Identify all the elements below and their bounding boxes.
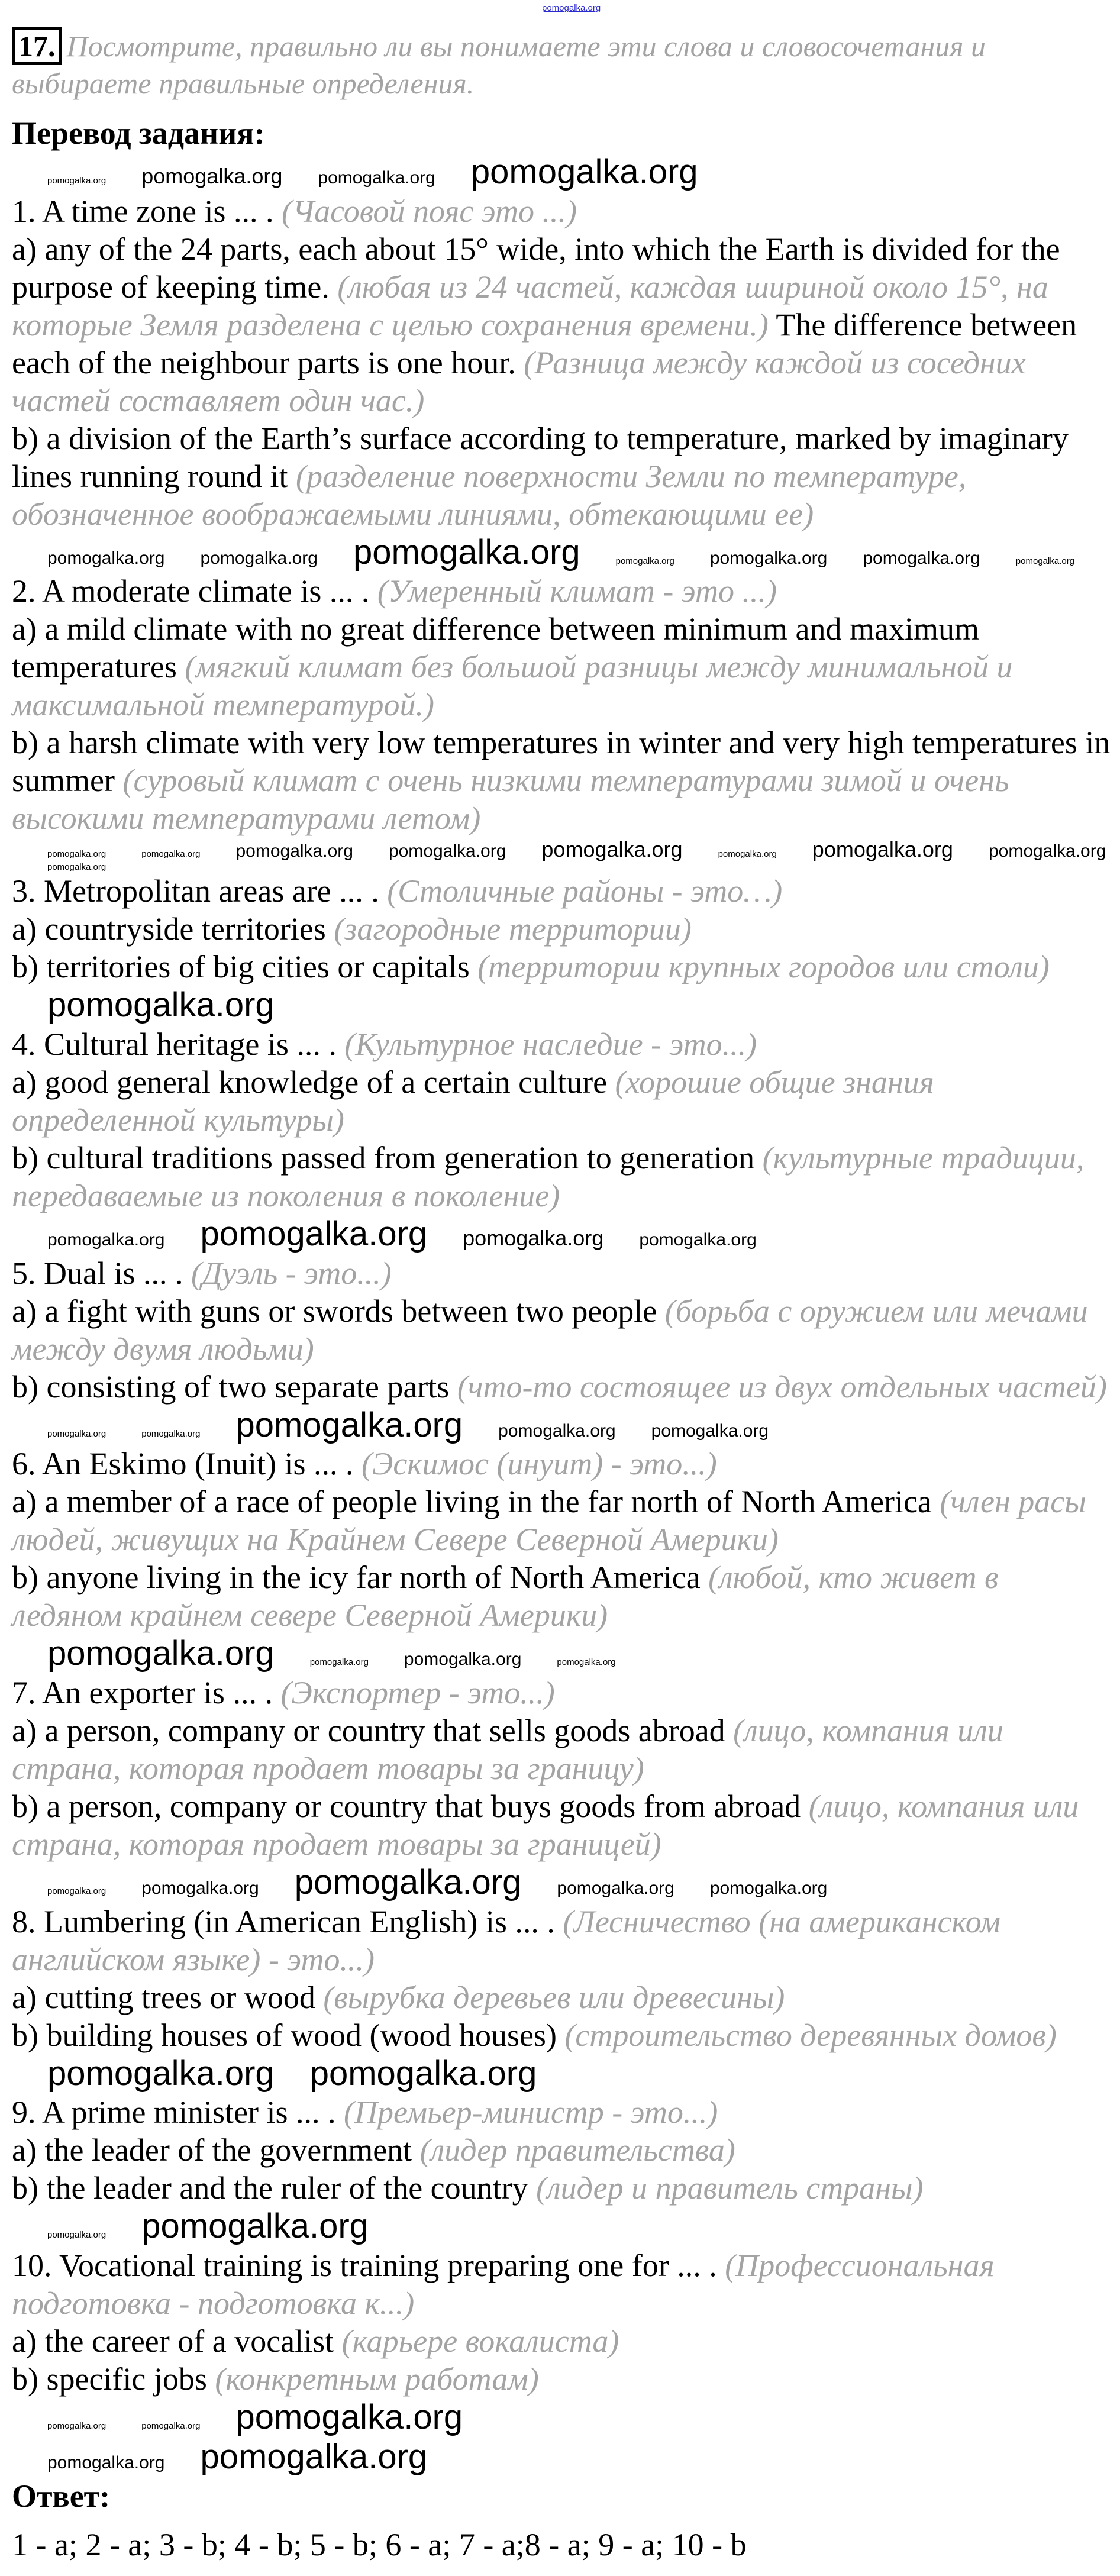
watermark-text: pomogalka.org <box>47 2230 106 2241</box>
watermark-row <box>12 533 1115 573</box>
watermark-text: pomogalka.org <box>200 2437 428 2476</box>
option-line <box>12 1787 1115 1863</box>
option-line <box>12 1063 1115 1139</box>
option-translation: (лидер и правитель страны) <box>536 2170 924 2206</box>
option-text: a harsh climate with very low temperatures in winter and very high temperatures in summer <box>12 725 1111 799</box>
option-label: b) <box>12 420 38 456</box>
option-text: good general knowledge of a certain culture <box>44 1064 608 1100</box>
question-text: 9. A prime minister is ... . <box>12 2094 336 2130</box>
question-text: 7. An exporter is ... . <box>12 1674 273 1710</box>
option-text: the leader and the ruler of the country <box>46 2170 528 2206</box>
question-line <box>12 1445 1115 1483</box>
option-line <box>12 724 1115 837</box>
watermark-text: pomogalka.org <box>47 986 275 1025</box>
question-line <box>12 872 1115 910</box>
option-translation: (территории крупных городов или столи) <box>477 949 1050 985</box>
watermark-text: pomogalka.org <box>141 1878 259 1898</box>
question-text: 3. Metropolitan areas are ... . <box>12 873 379 909</box>
option-translation: (мягкий климат без большой разницы между минимальной и максимальной температурой.) <box>12 649 1013 723</box>
watermark-row <box>12 1863 1115 1903</box>
option-line <box>12 1558 1115 1634</box>
option-label: b) <box>12 725 38 761</box>
watermark-text: pomogalka.org <box>812 837 953 862</box>
option-translation: (любой, кто живет в ледяном крайнем севере Северной Америки) <box>12 1560 999 1634</box>
watermark-text: pomogalka.org <box>498 1421 616 1441</box>
option-translation: (лицо, компания или страна, которая продает товары за границу) <box>12 1712 1003 1786</box>
watermark-text: pomogalka.org <box>47 548 165 568</box>
watermark-text: pomogalka.org <box>463 1225 604 1250</box>
option-label: a) <box>12 1979 37 2015</box>
option-label: a) <box>12 911 37 947</box>
option-label: a) <box>12 231 37 267</box>
question-text: 4. Cultural heritage is ... . <box>12 1026 337 1062</box>
question-text: 1. A time zone is ... . <box>12 193 274 229</box>
option-line <box>12 610 1115 724</box>
option-text: territories of big cities or capitals <box>46 949 470 985</box>
question-translation: (Эскимос (инуит) - это...) <box>362 1446 717 1482</box>
option-text: the leader of the government <box>44 2132 412 2168</box>
option-label: b) <box>12 949 38 985</box>
watermark-text: pomogalka.org <box>557 1878 674 1898</box>
option-text: a division of the Earth’s surface according to temperature, marked by imaginary lines running round it <box>12 420 1069 494</box>
watermark-text: pomogalka.org <box>47 861 106 872</box>
watermark-text: pomogalka.org <box>47 1886 106 1896</box>
watermark-text: pomogalka.org <box>470 153 698 191</box>
option-line <box>12 1712 1115 1787</box>
option-line <box>12 2016 1115 2054</box>
option-translation: (член расы людей, живущих на Крайнем Севере Северной Америки) <box>12 1484 1086 1558</box>
exercise-header <box>12 27 1106 102</box>
option-text: cultural traditions passed from generation to generation <box>46 1139 755 1176</box>
option-text: a person, company or country that buys goods from abroad <box>46 1788 801 1824</box>
option-translation: (вырубка деревьев или древесины) <box>323 1979 785 2015</box>
exercise-number: 17. <box>12 27 62 65</box>
option-label: a) <box>12 2323 37 2359</box>
option-text: The difference between each of the neighbour parts is one hour. <box>12 306 1077 380</box>
exercise-instruction: Посмотрите, правильно ли вы понимаете эти слова и словосочетания и выбираете правильные определения. <box>12 30 986 100</box>
option-text: a fight with guns or swords between two people <box>44 1293 657 1329</box>
option-line <box>12 1978 1115 2016</box>
watermark-text: pomogalka.org <box>235 841 353 861</box>
watermark-text: pomogalka.org <box>47 176 106 186</box>
watermark-text: pomogalka.org <box>47 849 106 860</box>
watermark-text: pomogalka.org <box>1015 556 1075 566</box>
option-text: countryside territories <box>44 911 326 947</box>
option-line <box>12 2322 1115 2360</box>
option-label: a) <box>12 2132 37 2168</box>
option-text: specific jobs <box>46 2361 207 2397</box>
watermark-text: pomogalka.org <box>651 1421 769 1441</box>
option-line <box>12 910 1115 948</box>
watermark-text: pomogalka.org <box>141 849 201 860</box>
translation-title: Перевод задания: <box>12 115 265 151</box>
option-translation: (загородные территории) <box>334 911 692 947</box>
option-text: consisting of two separate parts <box>46 1368 450 1405</box>
watermark-text: pomogalka.org <box>988 841 1106 861</box>
watermark-row <box>12 2438 1115 2477</box>
watermark-text: pomogalka.org <box>309 2054 537 2093</box>
option-line <box>12 230 1115 419</box>
question-translation: (Экспортер - это...) <box>280 1674 555 1710</box>
option-line <box>12 1139 1115 1215</box>
watermark-text: pomogalka.org <box>235 1405 463 1444</box>
option-text: any of the 24 parts, each about 15° wide, into which the Earth is divided for the purpose of keeping time. <box>12 231 1060 305</box>
question-text: 8. Lumbering (in American English) is ... . <box>12 1903 555 1939</box>
watermark-text: pomogalka.org <box>709 548 828 568</box>
watermark-text: pomogalka.org <box>200 1214 428 1253</box>
question-line <box>12 2246 1115 2322</box>
top-site-link[interactable]: pomogalka.org <box>542 3 601 13</box>
question-line <box>12 1254 1115 1292</box>
watermark-text: pomogalka.org <box>47 1428 106 1439</box>
option-line <box>12 419 1115 533</box>
question-line <box>12 572 1115 610</box>
watermark-text: pomogalka.org <box>709 1878 828 1898</box>
option-translation: (борьба с оружием или мечами между двумя людьми) <box>12 1293 1088 1367</box>
watermark-row <box>12 2398 1115 2438</box>
watermark-text: pomogalka.org <box>141 1428 201 1439</box>
question-translation: (Часовой пояс это ...) <box>281 193 577 229</box>
option-translation: (строительство деревянных домов) <box>564 2017 1057 2053</box>
page <box>0 2 1120 2576</box>
watermark-text: pomogalka.org <box>294 1862 522 1902</box>
option-translation: (культурные традиции, передаваемые из поколения в поколение) <box>12 1139 1085 1213</box>
option-translation: (что-то состоящее из двух отдельных частей) <box>457 1368 1107 1405</box>
option-text: a member of a race of people living in the far north of North America <box>44 1484 932 1520</box>
watermark-text: pomogalka.org <box>141 2420 201 2431</box>
option-text: a mild climate with no great difference between minimum and maximum temperatures <box>12 611 979 685</box>
question-text: 6. An Eskimo (Inuit) is ... . <box>12 1446 354 1482</box>
option-text: building houses of wood (wood houses) <box>46 2017 557 2053</box>
question-line <box>12 1674 1115 1712</box>
option-translation: (Разница между каждой из соседних частей составляет один час.) <box>12 344 1026 418</box>
option-line <box>12 1483 1115 1558</box>
question-translation: (Дуэль - это...) <box>191 1255 392 1291</box>
question-line <box>12 1903 1115 1978</box>
option-label: b) <box>12 1139 38 1176</box>
option-label: b) <box>12 2361 38 2397</box>
option-text: the career of a vocalist <box>44 2323 334 2359</box>
watermark-text: pomogalka.org <box>353 532 580 572</box>
watermark-text: pomogalka.org <box>718 849 777 860</box>
option-translation: (любая из 24 частей, каждая шириной около 15°, на которые Земля разделена с целью сохранения времени.) <box>12 269 1048 343</box>
question-line <box>12 1025 1115 1063</box>
question-translation: (Премьер-министр - это...) <box>344 2094 718 2130</box>
option-translation: (конкретным работам) <box>215 2361 539 2397</box>
watermark-text: pomogalka.org <box>615 556 674 566</box>
watermark-row <box>12 1215 1115 1254</box>
watermark-text: pomogalka.org <box>318 168 435 188</box>
option-line <box>12 1368 1115 1406</box>
watermark-text: pomogalka.org <box>47 1229 165 1250</box>
option-label: b) <box>12 2017 38 2053</box>
question-translation: (Умеренный климат - это ...) <box>377 573 777 609</box>
watermark-text: pomogalka.org <box>388 841 506 861</box>
question-translation: (Столичные районы - это…) <box>387 873 783 909</box>
question-translation: (Профессиональная подготовка - подготовка к...) <box>12 2247 995 2321</box>
watermark-text: pomogalka.org <box>235 2397 463 2436</box>
watermark-text: pomogalka.org <box>141 2207 369 2246</box>
option-label: a) <box>12 1484 37 1520</box>
watermark-text: pomogalka.org <box>639 1229 757 1250</box>
option-label: b) <box>12 1368 38 1405</box>
option-translation: (карьере вокалиста) <box>341 2323 619 2359</box>
question-line <box>12 2093 1115 2131</box>
watermark-text: pomogalka.org <box>47 1634 275 1673</box>
watermark-text: pomogalka.org <box>47 2452 165 2472</box>
option-line <box>12 2360 1115 2398</box>
option-line <box>12 2131 1115 2169</box>
question-line <box>12 192 1115 230</box>
watermark-row <box>12 1634 1115 1674</box>
watermark-row <box>12 2207 1115 2246</box>
question-translation: (Культурное наследие - это...) <box>344 1026 757 1062</box>
option-text: anyone living in the icy far north of North America <box>46 1560 701 1596</box>
option-translation: (суровый климат с очень низкими температурами зимой и очень высокими температурами летом) <box>12 763 1009 837</box>
option-label: b) <box>12 1788 38 1824</box>
watermark-text: pomogalka.org <box>141 164 283 188</box>
watermark-row <box>12 153 1115 192</box>
watermark-text: pomogalka.org <box>404 1649 522 1670</box>
option-label: b) <box>12 1560 38 1596</box>
watermark-row <box>12 837 1115 872</box>
option-label: b) <box>12 2170 38 2206</box>
option-label: a) <box>12 1064 37 1100</box>
watermark-text: pomogalka.org <box>47 2054 275 2093</box>
option-translation: (хорошие общие знания определенной культуры) <box>12 1064 934 1138</box>
option-line <box>12 2169 1115 2207</box>
question-text: 2. A moderate climate is ... . <box>12 573 370 609</box>
option-line <box>12 1292 1115 1368</box>
watermark-text: pomogalka.org <box>309 1657 369 1668</box>
watermark-text: pomogalka.org <box>200 548 318 568</box>
option-translation: (лицо, компания или страна, которая продает товары за границей) <box>12 1788 1079 1862</box>
answer-text: 1 - a; 2 - a; 3 - b; 4 - b; 5 - b; 6 - a; 7 - a;8 - a; 9 - a; 10 - b <box>12 2527 747 2563</box>
option-translation: (разделение поверхности Земли по температуре, обозначенное воображаемыми линиями, обтекающими ее) <box>12 458 967 532</box>
answer-title: Ответ: <box>12 2478 111 2514</box>
watermark-row <box>12 2054 1115 2094</box>
option-label: a) <box>12 1712 37 1748</box>
watermark-text: pomogalka.org <box>863 548 980 568</box>
watermark-text: pomogalka.org <box>557 1657 616 1668</box>
option-label: a) <box>12 1293 37 1329</box>
question-list <box>12 192 1115 2438</box>
question-text: 5. Dual is ... . <box>12 1255 183 1291</box>
option-text: a person, company or country that sells goods abroad <box>44 1712 725 1748</box>
watermark-row <box>12 986 1115 1025</box>
option-label: a) <box>12 611 37 647</box>
option-text: cutting trees or wood <box>44 1979 315 2015</box>
watermark-text: pomogalka.org <box>47 2420 106 2431</box>
option-translation: (лидер правительства) <box>419 2132 735 2168</box>
watermark-text: pomogalka.org <box>541 837 683 862</box>
question-text: 10. Vocational training is training preparing one for ... . <box>12 2247 717 2283</box>
watermark-row <box>12 1406 1115 1445</box>
option-line <box>12 948 1115 986</box>
question-translation: (Лесничество (на американском английском языке) - это...) <box>12 1903 1001 1977</box>
